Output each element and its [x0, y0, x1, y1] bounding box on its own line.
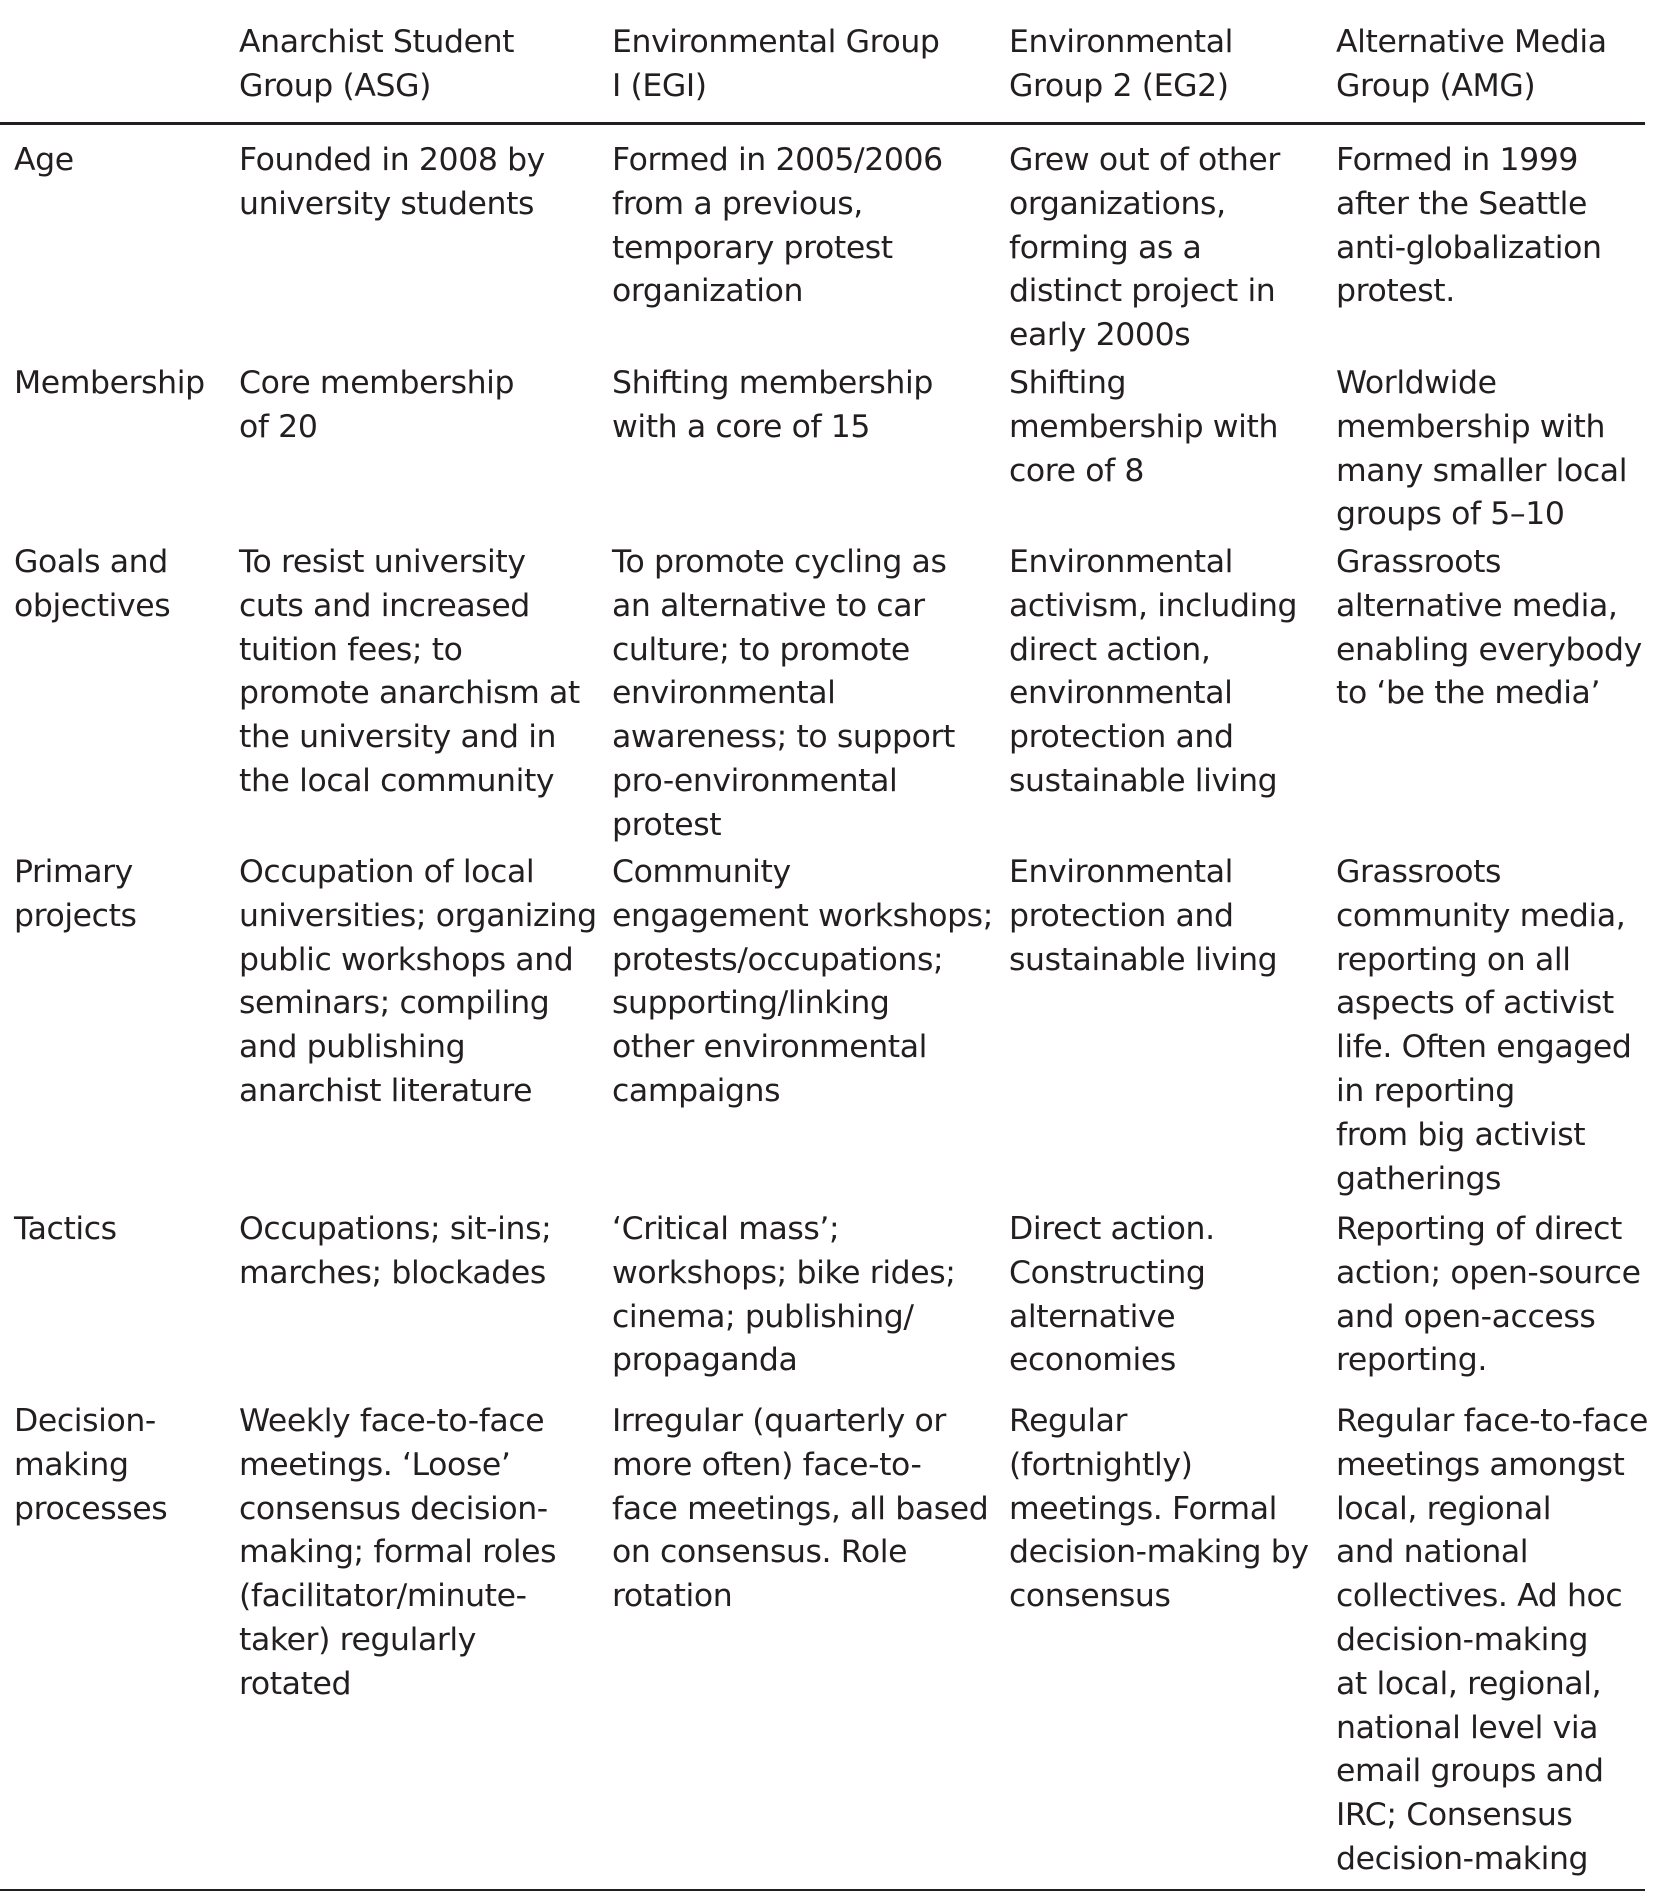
table-cell: To resist university cuts and increased tuition fees; to promote anarchism at the university and in the local community — [239, 544, 580, 799]
table-cell: Regular face-to-face meetings amongst local, regional and national collectives. Ad hoc decision-making at local, regional, national level via email groups and IRC; Consensus decision-making — [1336, 1403, 1648, 1877]
row-label-age: Age — [14, 142, 74, 178]
table-cell: Weekly face-to-face meetings. ‘Loose’ consensus decision- making; formal roles (facilitator/minute- taker) regularly rotated — [239, 1403, 557, 1702]
header-cell-amg: Alternative Media Group (AMG) — [1336, 24, 1607, 104]
table-cell: Community engagement workshops; protests/occupations; supporting/linking other environmental campaigns — [612, 854, 993, 1109]
header-cell-asg: Anarchist Student Group (ASG) — [239, 24, 515, 104]
table-cell: Occupations; sit-ins; marches; blockades — [239, 1211, 552, 1291]
table-cell: Environmental protection and sustainable living — [1009, 854, 1278, 978]
table-cell: To promote cycling as an alternative to car culture; to promote environmental awareness; to support pro-environmental protest — [612, 544, 955, 843]
table-cell: ‘Critical mass’; workshops; bike rides; cinema; publishing/ propaganda — [612, 1211, 956, 1379]
table-cell: Environmental activism, including direct action, environmental protection and sustainable living — [1009, 544, 1298, 799]
table-cell: Shifting membership with core of 8 — [1009, 365, 1279, 489]
table-cell: Regular (fortnightly) meetings. Formal decision-making by consensus — [1009, 1403, 1309, 1615]
table-cell: Reporting of direct action; open-source and open-access reporting. — [1336, 1211, 1641, 1379]
table-cell: Grew out of other organizations, forming as a distinct project in early 2000s — [1009, 142, 1280, 354]
table-cell: Direct action. Constructing alternative economies — [1009, 1211, 1215, 1379]
table-cell: Grassroots community media, reporting on all aspects of activist life. Often engaged in reporting from big activist gatherings — [1336, 854, 1632, 1197]
table-cell: Irregular (quarterly or more often) face-to- face meetings, all based on consensus. Role rotation — [612, 1403, 989, 1615]
table-cell: Grassroots alternative media, enabling everybody to ‘be the media’ — [1336, 544, 1642, 712]
row-label-primary-projects: Primary projects — [14, 854, 137, 934]
table-cell: Core membership of 20 — [239, 365, 515, 445]
row-label-tactics: Tactics — [14, 1211, 117, 1247]
table-cell: Worldwide membership with many smaller local groups of 5–10 — [1336, 365, 1628, 533]
table-cell: Founded in 2008 by university students — [239, 142, 545, 222]
bottom-rule — [0, 1889, 1645, 1891]
row-label-goals: Goals and objectives — [14, 544, 171, 624]
header-cell-eg2: Environmental Group 2 (EG2) — [1009, 24, 1233, 104]
row-label-decision-making: Decision- making processes — [14, 1403, 168, 1527]
table-cell: Shifting membership with a core of 15 — [612, 365, 933, 445]
table-cell: Formed in 2005/2006 from a previous, temporary protest organization — [612, 142, 943, 310]
row-label-membership: Membership — [14, 365, 205, 401]
table-cell: Occupation of local universities; organizing public workshops and seminars; compiling and publishing anarchist literature — [239, 854, 597, 1109]
header-rule — [0, 122, 1645, 125]
table-cell: Formed in 1999 after the Seattle anti-globalization protest. — [1336, 142, 1602, 310]
header-cell-eg1: Environmental Group I (EGI) — [612, 24, 940, 104]
